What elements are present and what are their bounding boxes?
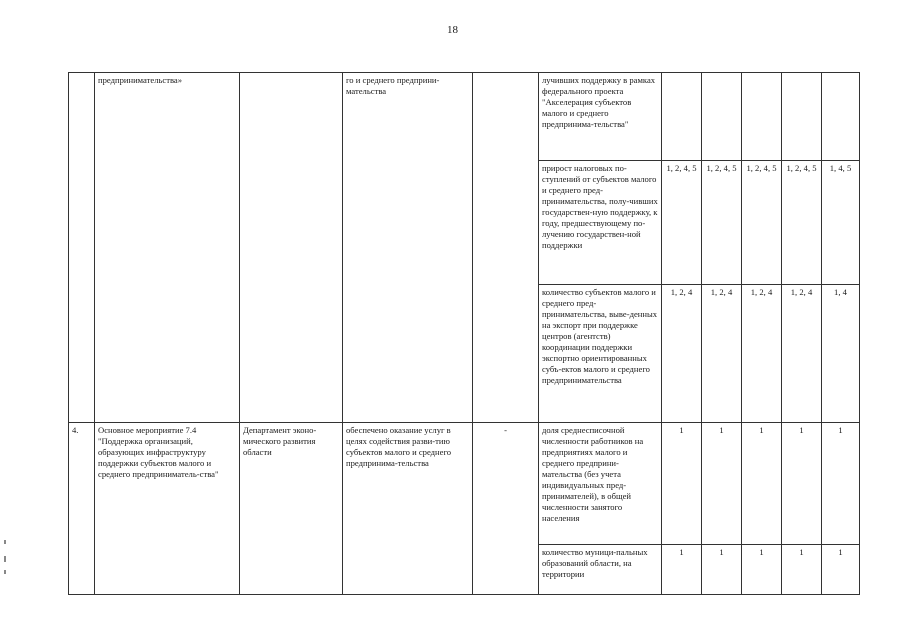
scan-margin-mark bbox=[4, 540, 6, 544]
cell-measure-name: предпринимательства» bbox=[95, 73, 240, 423]
cell-value bbox=[822, 73, 860, 161]
cell-value: 1 bbox=[662, 545, 702, 595]
table-row bbox=[69, 423, 860, 545]
cell-value: 1, 4, 5 bbox=[822, 161, 860, 285]
cell-value: 1, 2, 4, 5 bbox=[702, 161, 742, 285]
cell-indicator: количество муници-пальных образований области, на территории bbox=[539, 545, 662, 595]
cell-executor bbox=[240, 73, 343, 423]
cell-value: 1 bbox=[782, 545, 822, 595]
table-row bbox=[69, 73, 860, 161]
cell-value: 1 bbox=[822, 423, 860, 545]
cell-value: 1, 2, 4, 5 bbox=[782, 161, 822, 285]
cell-value: 1, 2, 4, 5 bbox=[662, 161, 702, 285]
cell-result: го и среднего предприни- мательства bbox=[343, 73, 473, 423]
cell-executor: Департамент эконо-мического развития области bbox=[240, 423, 343, 595]
cell-value: 1, 2, 4 bbox=[742, 285, 782, 423]
scan-margin-mark bbox=[4, 556, 6, 562]
cell-value: 1, 2, 4 bbox=[702, 285, 742, 423]
cell-value bbox=[782, 73, 822, 161]
cell-indicator: лучивших поддержку в рамках федерального проекта "Акселерация субъектов малого и среднего предпринима-тельства" bbox=[539, 73, 662, 161]
cell-dash bbox=[473, 73, 539, 423]
cell-value bbox=[702, 73, 742, 161]
cell-value: 1 bbox=[702, 423, 742, 545]
cell-number: 4. bbox=[69, 423, 95, 595]
cell-value bbox=[662, 73, 702, 161]
cell-result: обеспечено оказание услуг в целях содействия разви-тию субъектов малого и среднего предпринима-тельства bbox=[343, 423, 473, 595]
cell-value: 1 bbox=[742, 423, 782, 545]
cell-value: 1 bbox=[742, 545, 782, 595]
cell-indicator: количество субъектов малого и среднего пред-принимательства, выве-денных на экспорт при поддержке центров (агентств) координации поддержки экспортно ориентированных субъ-ектов малого и среднего предпринимательства bbox=[539, 285, 662, 423]
cell-value: 1, 2, 4 bbox=[662, 285, 702, 423]
cell-value: 1, 2, 4 bbox=[782, 285, 822, 423]
cell-indicator: доля среднесписочной численности работников на предприятиях малого и среднего предприни-мательства (без учета индивидуальных пред-принимателей), в общей численности занятого населения bbox=[539, 423, 662, 545]
cell-value: 1, 4 bbox=[822, 285, 860, 423]
scan-margin-mark bbox=[4, 570, 6, 574]
cell-value: 1 bbox=[702, 545, 742, 595]
cell-dash: - bbox=[473, 423, 539, 595]
cell-value: 1 bbox=[782, 423, 822, 545]
cell-indicator: прирост налоговых по-ступлений от субъектов малого и среднего пред-принимательства, полу-чивших государствен-ную поддержку, к году, предшествующему по-лучению государствен-ной поддержки bbox=[539, 161, 662, 285]
measures-table bbox=[68, 72, 860, 595]
cell-value: 1, 2, 4, 5 bbox=[742, 161, 782, 285]
cell-value bbox=[742, 73, 782, 161]
cell-measure-name: Основное мероприятие 7.4 "Поддержка организаций, образующих инфраструктуру поддержки субъектов малого и среднего предприниматель-ства" bbox=[95, 423, 240, 595]
cell-number bbox=[69, 73, 95, 423]
cell-value: 1 bbox=[822, 545, 860, 595]
page-number: 18 bbox=[447, 24, 458, 36]
cell-value: 1 bbox=[662, 423, 702, 545]
